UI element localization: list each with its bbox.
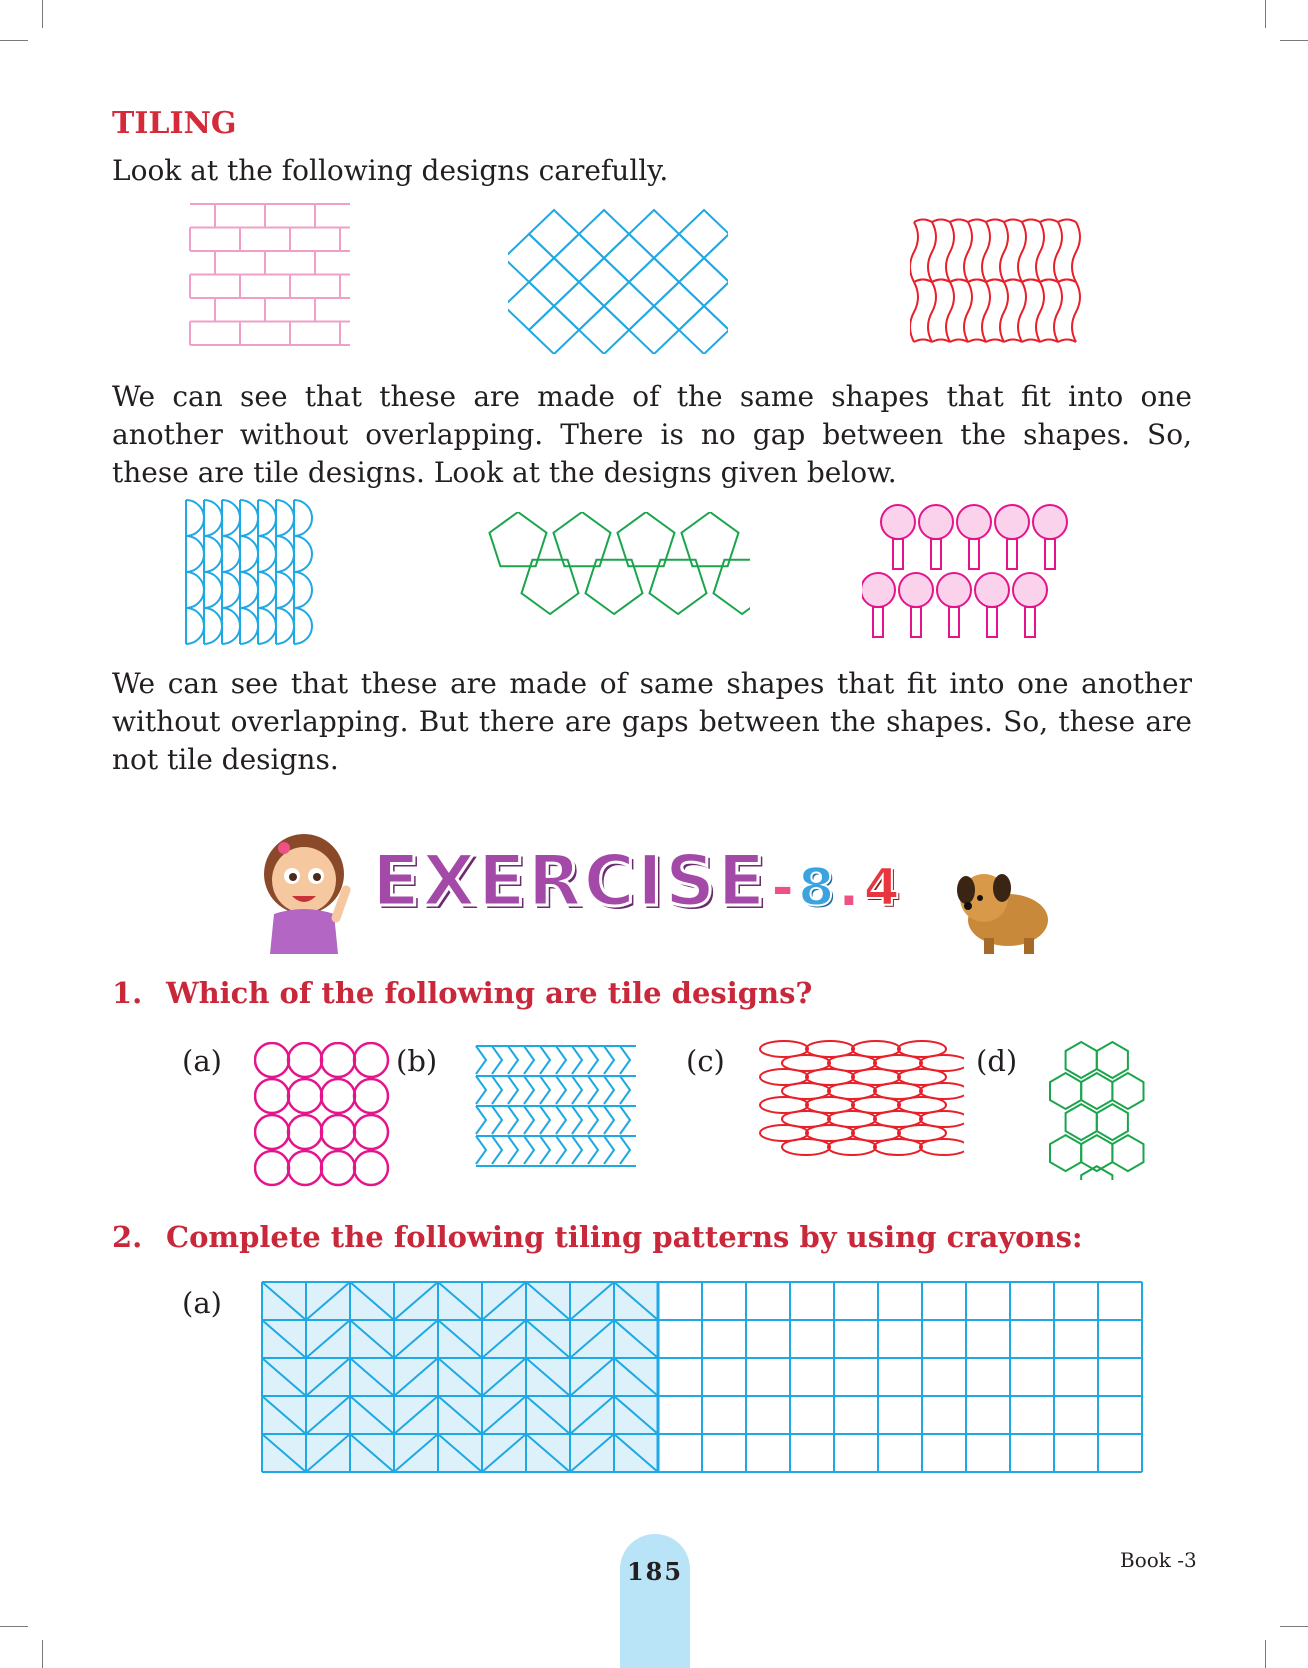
crop-mark xyxy=(0,1626,28,1627)
question-1-number: 1. xyxy=(112,976,143,1010)
exercise-banner xyxy=(372,840,900,922)
wavy-tiling-figure xyxy=(910,218,1090,348)
question-1-text: Which of the following are tile designs? xyxy=(166,976,813,1010)
crop-mark xyxy=(42,0,43,28)
exercise-number: 4 xyxy=(863,858,900,918)
q1-option-a-label: (a) xyxy=(182,1044,222,1078)
crop-mark xyxy=(1280,40,1308,41)
dog-toy-icon xyxy=(950,868,1050,958)
lollipop-design-figure xyxy=(862,502,1082,652)
q1-option-d-label: (d) xyxy=(976,1044,1018,1078)
exercise-word: EXERCISE xyxy=(372,840,768,922)
crop-mark xyxy=(0,40,28,41)
page-number: 185 xyxy=(626,1557,684,1586)
girl-mascot-icon xyxy=(252,822,356,954)
q1-option-d-hexagon-figure xyxy=(1046,1040,1156,1180)
q1-option-c-ovals-figure xyxy=(758,1040,964,1160)
section-heading: TILING xyxy=(112,106,237,141)
exercise-dot: . xyxy=(839,859,859,917)
book-label: Book -3 xyxy=(1120,1548,1197,1572)
question-2-text: Complete the following tiling patterns by using crayons: xyxy=(166,1220,1083,1254)
q2-option-a-label: (a) xyxy=(182,1286,222,1320)
q1-option-a-circles-figure xyxy=(254,1042,404,1192)
pentagon-design-figure xyxy=(480,512,750,622)
tiling-completion-grid[interactable] xyxy=(258,1278,1152,1476)
q1-option-b-chevron-figure xyxy=(472,1042,652,1170)
crop-mark xyxy=(1265,0,1266,28)
non-tile-design-explanation: We can see that these are made of same shapes that fit into one another without overlapping. But there are gaps between the shapes. So, these are not tile designs. xyxy=(112,667,1192,776)
exercise-dash: - xyxy=(772,859,794,917)
brick-tiling-figure xyxy=(186,200,358,352)
diamond-tiling-figure xyxy=(508,206,728,354)
q1-option-c-label: (c) xyxy=(686,1044,725,1078)
crop-mark xyxy=(1280,1626,1308,1627)
semicircle-design-figure xyxy=(182,498,332,648)
question-2-number: 2. xyxy=(112,1220,143,1254)
q1-option-b-label: (b) xyxy=(396,1044,438,1078)
page-number-tab xyxy=(620,1534,690,1668)
crop-mark xyxy=(42,1640,43,1668)
crop-mark xyxy=(1265,1640,1266,1668)
exercise-chapter-number: 8 xyxy=(798,858,835,918)
intro-text: Look at the following designs carefully. xyxy=(112,154,669,187)
tile-design-explanation: We can see that these are made of the same shapes that fit into one another without overlapping. There is no gap between the shapes. So, these are tile designs. Look at the designs given below. xyxy=(112,380,1192,489)
